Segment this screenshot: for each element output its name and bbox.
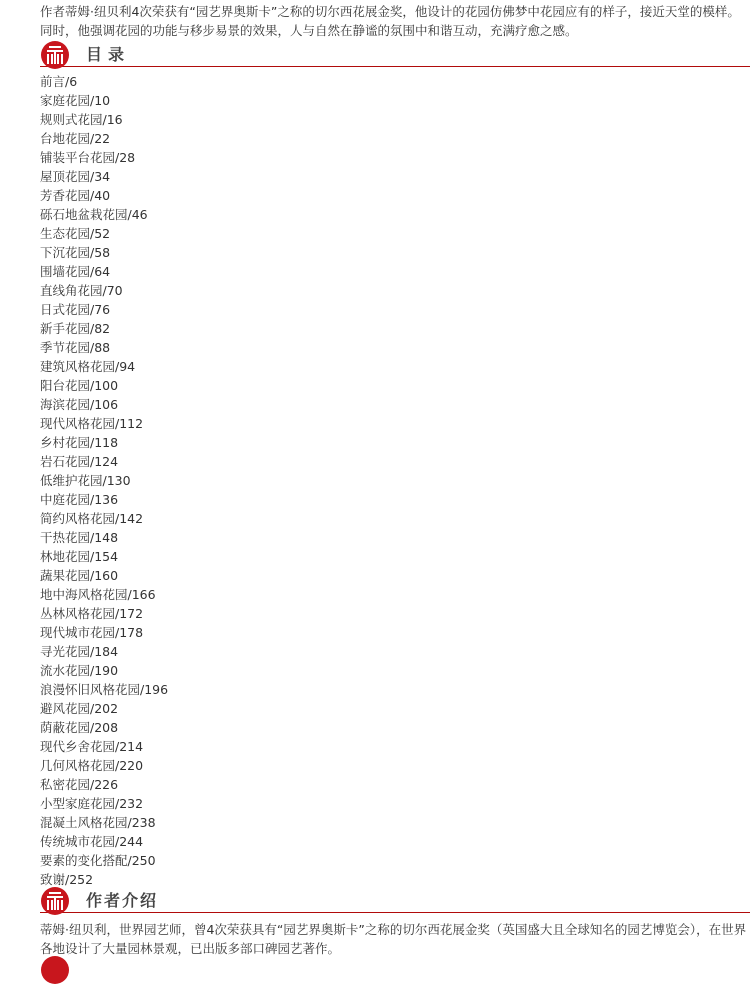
toc-item: 下沉花园/58 [40, 245, 111, 260]
toc-item: 直线角花园/70 [40, 283, 123, 298]
toc-item: 现代乡舍花园/214 [40, 739, 144, 754]
citic-logo-icon [40, 40, 70, 70]
toc-item: 私密花园/226 [40, 777, 119, 792]
toc-item: 台地花园/22 [40, 131, 111, 146]
toc-item: 砾石地盆栽花园/46 [40, 207, 148, 222]
intro-text: 作者蒂姆·纽贝利4次荣获有“园艺界奥斯卡”之称的切尔西花展金奖，他设计的花园仿佛梦中花园应有的样子，接近天堂的模样。同时，他强调花园的功能与移步易景的效果，人与自然在静谧的氛围中和谐互动，充满疗愈之感。 [40, 4, 740, 38]
toc-item: 生态花园/52 [40, 226, 111, 241]
toc-item: 丛林风格花园/172 [40, 606, 144, 621]
toc-item: 荫蔽花园/208 [40, 720, 119, 735]
toc-item: 干热花园/148 [40, 530, 119, 545]
toc-item: 蔬果花园/160 [40, 568, 119, 583]
toc-item: 日式花园/76 [40, 302, 111, 317]
author-section-header [40, 886, 750, 913]
toc-item: 小型家庭花园/232 [40, 796, 144, 811]
toc-item: 围墙花园/64 [40, 264, 111, 279]
toc-item: 芳香花园/40 [40, 188, 111, 203]
toc-item: 规则式花园/16 [40, 112, 123, 127]
toc-item: 浪漫怀旧风格花园/196 [40, 682, 169, 697]
toc-item: 阳台花园/100 [40, 378, 119, 393]
toc-section-header [40, 40, 750, 67]
toc-item: 中庭花园/136 [40, 492, 119, 507]
toc-item: 简约风格花园/142 [40, 511, 144, 526]
toc-item: 林地花园/154 [40, 549, 119, 564]
toc-item: 低维护花园/130 [40, 473, 131, 488]
toc-item: 岩石花园/124 [40, 454, 119, 469]
author-heading: 作者介绍 [86, 891, 159, 910]
toc-item: 寻光花园/184 [40, 644, 119, 659]
toc-item: 海滨花园/106 [40, 397, 119, 412]
toc-item: 流水花园/190 [40, 663, 119, 678]
toc-item: 新手花园/82 [40, 321, 111, 336]
citic-logo-icon [40, 886, 70, 916]
toc-item: 要素的变化搭配/250 [40, 853, 156, 868]
toc-item: 现代城市花园/178 [40, 625, 144, 640]
toc-item: 现代风格花园/112 [40, 416, 144, 431]
toc-item: 几何风格花园/220 [40, 758, 144, 773]
toc-item: 前言/6 [40, 74, 78, 89]
toc-heading: 目录 [86, 45, 131, 64]
toc-item: 铺装平台花园/28 [40, 150, 136, 165]
toc-item: 建筑风格花园/94 [40, 359, 136, 374]
author-intro-text: 蒂姆·纽贝利，世界园艺师，曾4次荣获具有“园艺界奥斯卡”之称的切尔西花展金奖（英国盛大且全球知名的园艺博览会），在世界各地设计了大量园林景观，已出版多部口碑园艺著作。 [40, 922, 747, 956]
toc-item: 乡村花园/118 [40, 435, 119, 450]
toc-item: 混凝土风格花园/238 [40, 815, 156, 830]
table-of-contents [40, 72, 168, 889]
toc-item: 地中海风格花园/166 [40, 587, 156, 602]
toc-item: 家庭花园/10 [40, 93, 111, 108]
toc-item: 致谢/252 [40, 872, 94, 887]
toc-item: 避风花园/202 [40, 701, 119, 716]
toc-item: 屋顶花园/34 [40, 169, 111, 184]
toc-item: 季节花园/88 [40, 340, 111, 355]
toc-item: 传统城市花园/244 [40, 834, 144, 849]
